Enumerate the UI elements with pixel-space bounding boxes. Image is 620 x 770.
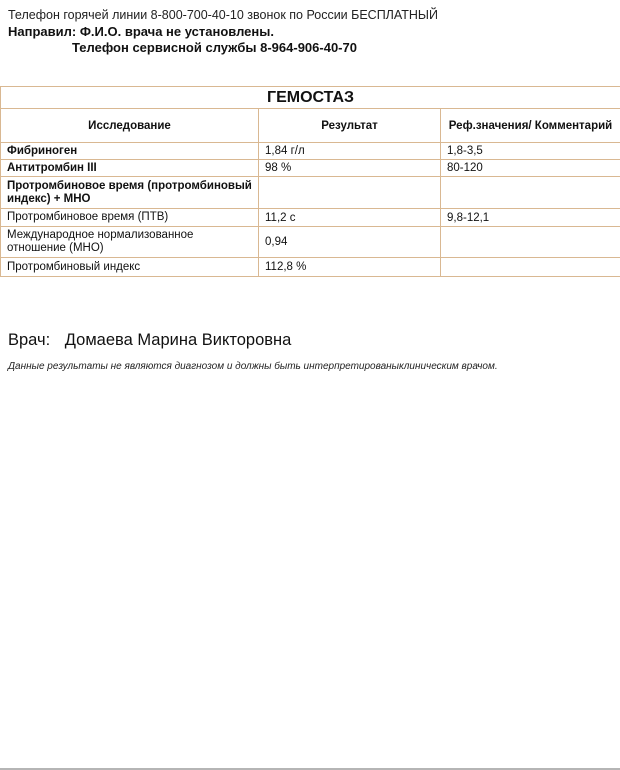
service-phone-text: Телефон сервисной службы 8-964-906-40-70	[72, 40, 357, 55]
test-result: 112,8 %	[259, 258, 441, 277]
table-row	[1, 209, 620, 227]
test-reference: 9,8-12,1	[441, 209, 620, 227]
test-name: Международное нормализованное отношение (МНО)	[1, 227, 259, 258]
table-header-row	[1, 109, 620, 143]
table-title-row	[1, 87, 620, 109]
doctor-signature	[8, 331, 291, 350]
table-title: ГЕМОСТАЗ	[1, 87, 620, 109]
table-row	[1, 160, 620, 177]
referrer-text: Направил: Ф.И.О. врача не установлены.	[8, 24, 274, 39]
test-reference	[441, 258, 620, 277]
table-row	[1, 143, 620, 160]
test-name: Фибриноген	[1, 143, 259, 160]
test-result: 11,2 с	[259, 209, 441, 227]
hemostasis-results-table	[0, 86, 620, 277]
hotline-text: Телефон горячей линии 8-800-700-40-10 звонок по России БЕСПЛАТНЫЙ	[8, 8, 438, 22]
test-reference: 1,8-3,5	[441, 143, 620, 160]
test-result: 0,94	[259, 227, 441, 258]
test-name: Протромбиновое время (ПТВ)	[1, 209, 259, 227]
test-reference	[441, 227, 620, 258]
test-result: 98 %	[259, 160, 441, 177]
doctor-name: Домаева Марина Викторовна	[64, 331, 292, 349]
table-row-group	[1, 177, 620, 209]
table-row	[1, 227, 620, 258]
test-group-name: Протромбиновое время (протромбиновый индекс) + МНО	[1, 177, 259, 209]
test-result	[259, 177, 441, 209]
test-name: Протромбиновый индекс	[1, 258, 259, 277]
column-header-result: Результат	[259, 109, 441, 143]
column-header-test: Исследование	[1, 109, 259, 143]
column-header-reference: Реф.значения/ Комментарий	[441, 109, 620, 143]
doctor-label: Врач:	[8, 331, 51, 349]
test-reference: 80-120	[441, 160, 620, 177]
table-row	[1, 258, 620, 277]
test-result: 1,84 г/л	[259, 143, 441, 160]
test-name: Антитромбин III	[1, 160, 259, 177]
disclaimer-text: Данные результаты не являются диагнозом и должны быть интерпретированыклиническим врачом.	[8, 361, 498, 372]
test-reference	[441, 177, 620, 209]
